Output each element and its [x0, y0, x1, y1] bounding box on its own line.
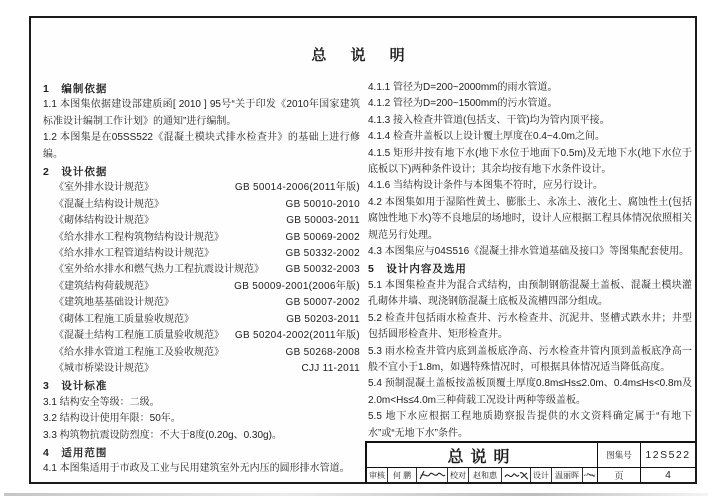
- standard-code: GB 50003-2011: [286, 215, 360, 227]
- standard-reference: [43, 279, 360, 295]
- standard-name: 《给水排水工程构筑物结构设计规范》: [54, 231, 224, 243]
- standard-name: 《给水排水工程管道结构设计规范》: [54, 248, 214, 260]
- standard-reference: [43, 312, 360, 328]
- standard-code: GB 50069-2002: [285, 231, 360, 243]
- standard-code: GB 50007-2002: [285, 297, 360, 309]
- standard-name: 《室外给水排水和燃气热力工程抗震设计规范》: [54, 264, 264, 276]
- section-heading: 4 适用范围: [43, 446, 108, 459]
- paragraph: 5.2 检查井包括雨水检查井、污水检查井、沉泥井、竖槽式跌水井；井型包括圆形检查井、矩形检查井。: [368, 312, 692, 341]
- standard-reference: [43, 345, 360, 361]
- standard-reference: [43, 361, 360, 377]
- paragraph: 3.3 构筑物抗震设防烈度：不大于8度(0.20g、0.30g)。: [43, 429, 282, 441]
- standard-reference: [43, 180, 360, 196]
- paragraph: 3.1 结构安全等级：二级。: [43, 396, 160, 408]
- title-block: [365, 441, 695, 482]
- reviewer-label: 审核: [369, 470, 385, 480]
- standard-code: GB 50009-2001(2006年版): [234, 280, 360, 292]
- standard-name: 《城市桥梁设计规范》: [54, 362, 154, 374]
- standard-reference: [43, 246, 360, 262]
- checker-signature-icon: [501, 468, 530, 482]
- paragraph: 5.3 雨水检查井管内底到盖板底净高、污水检查井管内顶到盖板底净高一般不宜小于1.8m，如遇特殊情况时，可根据具体情况适当降低高度。: [368, 345, 692, 373]
- standard-name: 《建筑结构荷载规范》: [54, 280, 154, 292]
- section-heading: 3 设计标准: [43, 380, 108, 393]
- standard-reference: [43, 328, 360, 344]
- paragraph: 3.2 结构设计使用年限：50年。: [43, 413, 181, 425]
- standard-name: 《给水排水管道工程施工及验收规范》: [54, 346, 224, 358]
- standard-code: GB 50032-2003: [285, 264, 360, 276]
- paragraph: 4.1.3 接入检查井管道(包括支、干管)均为管内顶平接。: [368, 114, 610, 126]
- paragraph: 4.1 本图集适用于市政及工业与民用建筑室外无内压的圆形排水管道。: [43, 463, 350, 475]
- right-text-column: [368, 80, 692, 442]
- standard-code: GB 50010-2010: [285, 198, 360, 210]
- atlas-number-value: 12S522: [640, 443, 695, 467]
- designer-name: 温丽晖: [551, 468, 582, 482]
- section-heading: 1 编制依据: [43, 83, 108, 95]
- paragraph: 1.1 本图集依据建设部建质函[ 2010 ] 95号“关于印发《2010年国家建筑标准设计编制工作计划》的通知”进行编制。: [43, 99, 360, 127]
- standard-reference: [43, 295, 360, 311]
- standard-reference: [43, 262, 360, 278]
- standard-name: 《砌体工程施工质量验收规范》: [54, 313, 194, 325]
- left-text-column: [43, 80, 360, 478]
- standard-name: 《建筑地基基础设计规范》: [54, 297, 174, 309]
- standard-code: GB 50332-2002: [285, 248, 360, 260]
- paragraph: 5.4 预制混凝土盖板按盖板顶覆土厚度0.8m≤Hs≤2.0m、0.4m≤Hs<0.8m及2.0m<Hs≤4.0m三种荷载工况设计两种等级盖板。: [368, 378, 692, 406]
- designer-signature-icon: [582, 468, 597, 482]
- section-heading: 2 设计依据: [43, 166, 108, 179]
- paragraph: 1.2 本图集是在05SS522《混凝土模块式排水检查井》的基础上进行修编。: [43, 132, 360, 160]
- reviewer-signature-icon: [416, 468, 447, 482]
- standard-name: 《混凝土结构工程施工质量验收规范》: [54, 330, 224, 342]
- standard-name: 《室外排水设计规范》: [54, 182, 154, 194]
- paragraph: 5.1 本图集检查井为混合式结构，由预制钢筋混凝土盖板、混凝土模块灌孔砌体井墙、现浇钢筋混凝土底板及流槽四部分组成。: [368, 279, 692, 308]
- page-border-frame: [29, 16, 697, 484]
- paragraph: 4.2 本图集如用于湿陷性黄土、膨胀土、永冻土、液化土、腐蚀性土(包括腐蚀性地下水)等不良地层的场地时，设计人应根据工程具体情况依照相关规范另行处理。: [368, 196, 692, 241]
- standard-name: 《砌体结构设计规范》: [54, 215, 154, 227]
- paragraph: 4.1.4 检查井盖板以上设计覆土厚度在0.4~4.0m之间。: [368, 131, 605, 143]
- paragraph: 5.5 地下水应根据工程地质勘察报告提供的水文资料确定属于“有地下水”或“无地下水”条件。: [368, 411, 692, 439]
- checker-name: 赵和惠: [468, 468, 501, 482]
- standard-reference: [43, 230, 360, 246]
- checker-label: 校对: [447, 468, 468, 482]
- standard-reference: [43, 197, 360, 213]
- standard-code: GB 50268-2008: [285, 346, 360, 358]
- paragraph: 4.1.1 管径为D=200~2000mm的雨水管道。: [368, 82, 558, 93]
- page-number-value: 4: [640, 467, 695, 482]
- paragraph: 4.1.6 当结构设计条件与本图集不符时，应另行设计。: [368, 180, 604, 192]
- atlas-number-label: 图集号: [597, 443, 640, 467]
- paragraph: 4.3 本图集应与04S516《混凝土排水管道基础及接口》等图集配套使用。: [368, 246, 690, 258]
- scan-artifact-line: [4, 493, 708, 496]
- reviewer-name: 何 鹏: [387, 468, 416, 482]
- page-title: 总 说 明: [311, 47, 415, 64]
- standard-code: GB 50204-2002(2011年版): [234, 330, 360, 342]
- standard-name: 《混凝土结构设计规范》: [54, 198, 164, 210]
- section-heading: 5 设计内容及选用: [368, 263, 467, 276]
- title-block-drawing-title: 总说明: [447, 448, 517, 466]
- standard-code: CJJ 11-2011: [301, 362, 360, 374]
- signature-row: [367, 467, 597, 482]
- page-number-label: 页: [597, 467, 640, 482]
- standard-code: GB 50014-2006(2011年版): [234, 182, 360, 194]
- standard-code: GB 50203-2011: [286, 313, 360, 325]
- paragraph: 4.1.2 管径为D=200~1500mm的污水管道。: [368, 98, 558, 110]
- designer-label: 设计: [530, 468, 551, 482]
- paragraph: 4.1.5 矩形井按有地下水(地下水位于地面下0.5m)及无地下水(地下水位于底板以下)两种条件设计；其余均按有地下水条件设计。: [368, 147, 692, 176]
- standard-reference: [43, 213, 360, 229]
